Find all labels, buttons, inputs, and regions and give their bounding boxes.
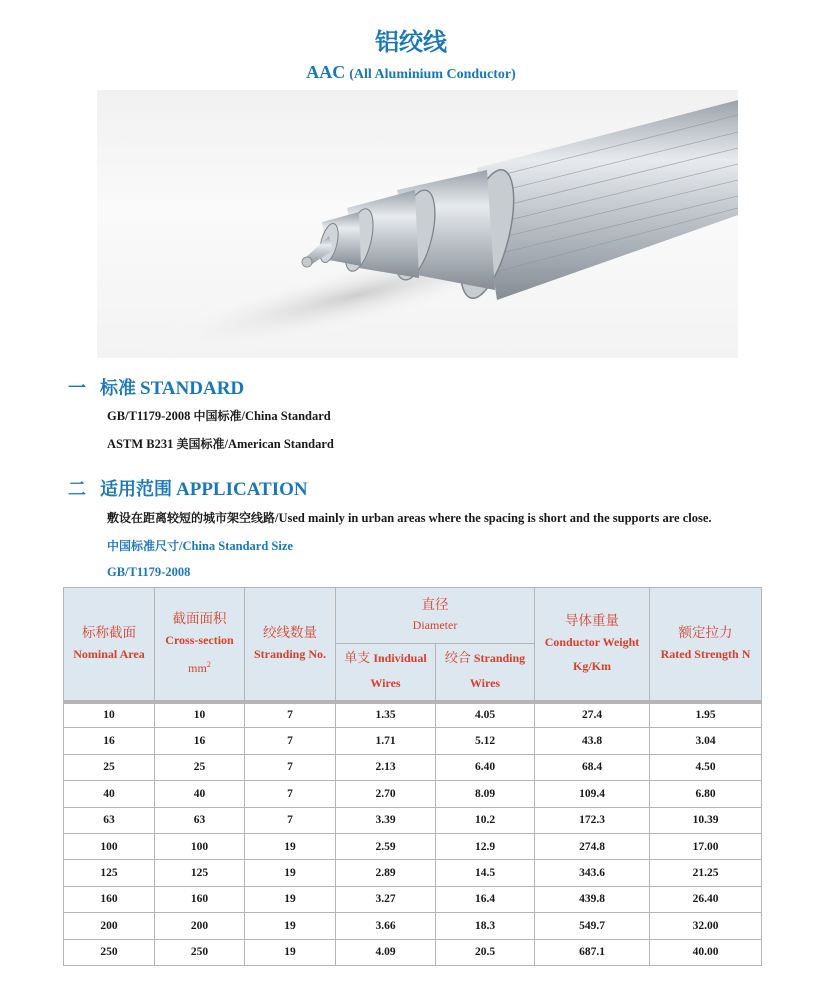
title-en-sub: (All Aluminium Conductor) — [349, 67, 516, 82]
strand-cn: 绞线数量 — [263, 625, 317, 642]
standard-item-astm — [107, 435, 334, 452]
standard-desc-cn: 中国标准 — [193, 409, 242, 423]
application-heading-cn: 适用范围 — [100, 479, 172, 500]
cell-stranding-dia: 12.9 — [436, 833, 535, 859]
aac-cable-illustration — [97, 90, 738, 358]
cell-stranding-dia: 10.2 — [436, 807, 535, 833]
cell-conductor-weight: 27.4 — [535, 702, 650, 728]
cell-cross-section: 16 — [155, 728, 245, 754]
individual-en2: Wires — [370, 676, 401, 691]
cell-nominal-area: 25 — [64, 754, 155, 780]
col-conductor-weight — [535, 588, 650, 702]
cell-conductor-weight: 43.8 — [535, 728, 650, 754]
cell-individual-wire-dia: 4.09 — [336, 939, 436, 965]
col-stranding-wires — [436, 644, 535, 702]
col-individual-wires — [336, 644, 436, 702]
cell-nominal-area: 200 — [64, 913, 155, 939]
cross-unit — [157, 660, 242, 676]
table-row — [64, 807, 762, 833]
cross-unit-sup: 2 — [206, 659, 211, 669]
cell-individual-wire-dia: 2.59 — [336, 833, 436, 859]
table-row — [64, 728, 762, 754]
size-label-en: /China Standard Size — [179, 539, 293, 553]
cell-individual-wire-dia: 3.66 — [336, 913, 436, 939]
stranding-en: Stranding — [473, 651, 526, 666]
cell-nominal-area: 160 — [64, 886, 155, 912]
cell-stranding-dia: 16.4 — [436, 886, 535, 912]
cell-stranding-no: 19 — [245, 860, 336, 886]
cell-individual-wire-dia: 1.71 — [336, 728, 436, 754]
cell-stranding-dia: 8.09 — [436, 781, 535, 807]
cell-stranding-no: 19 — [245, 833, 336, 859]
cell-rated-strength: 4.50 — [650, 754, 762, 780]
cell-stranding-no: 7 — [245, 702, 336, 728]
cell-rated-strength: 17.00 — [650, 833, 762, 859]
cell-nominal-area: 10 — [64, 702, 155, 728]
strength-en: Rated Strength N — [660, 646, 751, 661]
cross-en: Cross-section — [165, 632, 234, 647]
cell-conductor-weight: 68.4 — [535, 754, 650, 780]
cell-cross-section: 100 — [155, 833, 245, 859]
cross-cn: 截面面积 — [172, 611, 227, 628]
application-text — [107, 509, 712, 526]
cell-individual-wire-dia: 2.70 — [336, 781, 436, 807]
cell-cross-section: 10 — [155, 702, 245, 728]
page-title-cn: 铝绞线 — [375, 28, 447, 56]
cross-unit-text: mm — [188, 660, 207, 675]
application-heading-en: APPLICATION — [176, 479, 308, 500]
cell-stranding-no: 19 — [245, 939, 336, 965]
strand-en: Stranding No. — [253, 646, 327, 661]
cell-rated-strength: 32.00 — [650, 913, 762, 939]
cell-stranding-dia: 20.5 — [436, 939, 535, 965]
weight-en: Conductor Weight — [544, 634, 640, 649]
nominal-en: Nominal Area — [73, 646, 145, 661]
cell-cross-section: 63 — [155, 807, 245, 833]
cell-nominal-area: 63 — [64, 807, 155, 833]
cell-stranding-no: 7 — [245, 728, 336, 754]
col-stranding-no — [245, 588, 336, 702]
cell-cross-section: 200 — [155, 913, 245, 939]
cell-rated-strength: 40.00 — [650, 939, 762, 965]
cell-conductor-weight: 687.1 — [535, 939, 650, 965]
individual-cn: 单支 — [344, 651, 371, 667]
cell-stranding-dia: 6.40 — [436, 754, 535, 780]
table-row — [64, 939, 762, 965]
cell-rated-strength: 3.04 — [650, 728, 762, 754]
cell-stranding-no: 7 — [245, 807, 336, 833]
cell-rated-strength: 1.95 — [650, 702, 762, 728]
cell-nominal-area: 250 — [64, 939, 155, 965]
standard-heading — [68, 374, 244, 400]
cell-cross-section: 40 — [155, 781, 245, 807]
col-rated-strength — [650, 588, 762, 702]
cell-cross-section: 125 — [155, 860, 245, 886]
col-nominal-area — [64, 588, 155, 702]
cell-stranding-no: 7 — [245, 781, 336, 807]
cell-rated-strength: 10.39 — [650, 807, 762, 833]
table-row — [64, 913, 762, 939]
cell-cross-section: 160 — [155, 886, 245, 912]
stranding-en2: Wires — [469, 676, 501, 691]
cell-nominal-area: 125 — [64, 860, 155, 886]
standard-number: 一 — [68, 378, 86, 399]
cell-stranding-dia: 4.05 — [436, 702, 535, 728]
application-text-cn: 敷设在距离较短的城市架空线路 — [107, 511, 276, 525]
size-label — [107, 537, 293, 554]
standard-item-gb — [107, 407, 331, 424]
standard-desc-en: /American Standard — [224, 437, 334, 451]
cell-conductor-weight: 109.4 — [535, 781, 650, 807]
standard-heading-en: STANDARD — [140, 378, 245, 399]
stranding-cn: 绞合 — [444, 651, 471, 667]
table-row — [64, 781, 762, 807]
strength-cn: 额定拉力 — [678, 625, 733, 642]
table-row — [64, 833, 762, 859]
weight-unit: Kg/Km — [573, 658, 611, 673]
cell-conductor-weight: 439.8 — [535, 886, 650, 912]
table-row — [64, 754, 762, 780]
cell-stranding-no: 19 — [245, 886, 336, 912]
application-text-en: /Used mainly in urban areas where the spacing is short and the supports are close. — [275, 511, 712, 525]
spec-table-body — [64, 702, 762, 966]
cable-photo — [97, 90, 738, 358]
weight-cn: 导体重量 — [565, 613, 619, 630]
standard-desc-cn: 美国标准 — [176, 437, 225, 451]
cell-individual-wire-dia: 3.27 — [336, 886, 436, 912]
cell-stranding-no: 7 — [245, 754, 336, 780]
standard-heading-cn: 标准 — [100, 378, 136, 399]
cell-rated-strength: 26.40 — [650, 886, 762, 912]
diameter-en: Diameter — [412, 618, 458, 633]
cell-stranding-dia: 5.12 — [436, 728, 535, 754]
aac-spec-table — [63, 587, 762, 966]
cell-individual-wire-dia: 2.89 — [336, 860, 436, 886]
nominal-cn: 标称截面 — [82, 625, 136, 642]
cell-cross-section: 250 — [155, 939, 245, 965]
diameter-cn: 直径 — [421, 596, 449, 613]
standard-desc-en: /China Standard — [241, 409, 331, 423]
cell-nominal-area: 16 — [64, 728, 155, 754]
table-row — [64, 702, 762, 728]
size-label-cn: 中国标准尺寸 — [107, 539, 180, 553]
cell-conductor-weight: 274.8 — [535, 833, 650, 859]
cell-individual-wire-dia: 1.35 — [336, 702, 436, 728]
application-heading — [68, 475, 308, 501]
cell-conductor-weight: 343.6 — [535, 860, 650, 886]
standard-code: ASTM B231 — [107, 437, 174, 451]
cell-stranding-no: 19 — [245, 913, 336, 939]
cell-stranding-dia: 14.5 — [436, 860, 535, 886]
size-standard-code: GB/T1179-2008 — [107, 565, 191, 579]
cell-conductor-weight: 172.3 — [535, 807, 650, 833]
cell-cross-section: 25 — [155, 754, 245, 780]
cell-nominal-area: 100 — [64, 833, 155, 859]
cell-stranding-dia: 18.3 — [436, 913, 535, 939]
cell-individual-wire-dia: 3.39 — [336, 807, 436, 833]
col-cross-section — [155, 588, 245, 702]
application-number: 二 — [68, 479, 86, 500]
col-diameter — [336, 588, 535, 644]
standard-code: GB/T1179-2008 — [107, 409, 191, 423]
cell-rated-strength: 21.25 — [650, 860, 762, 886]
cell-individual-wire-dia: 2.13 — [336, 754, 436, 780]
cell-rated-strength: 6.80 — [650, 781, 762, 807]
page-title-en — [0, 62, 822, 83]
table-row — [64, 860, 762, 886]
title-en-main: AAC — [306, 62, 346, 82]
table-row — [64, 886, 762, 912]
cell-nominal-area: 40 — [64, 781, 155, 807]
individual-en: Individual — [373, 651, 427, 666]
cell-conductor-weight: 549.7 — [535, 913, 650, 939]
